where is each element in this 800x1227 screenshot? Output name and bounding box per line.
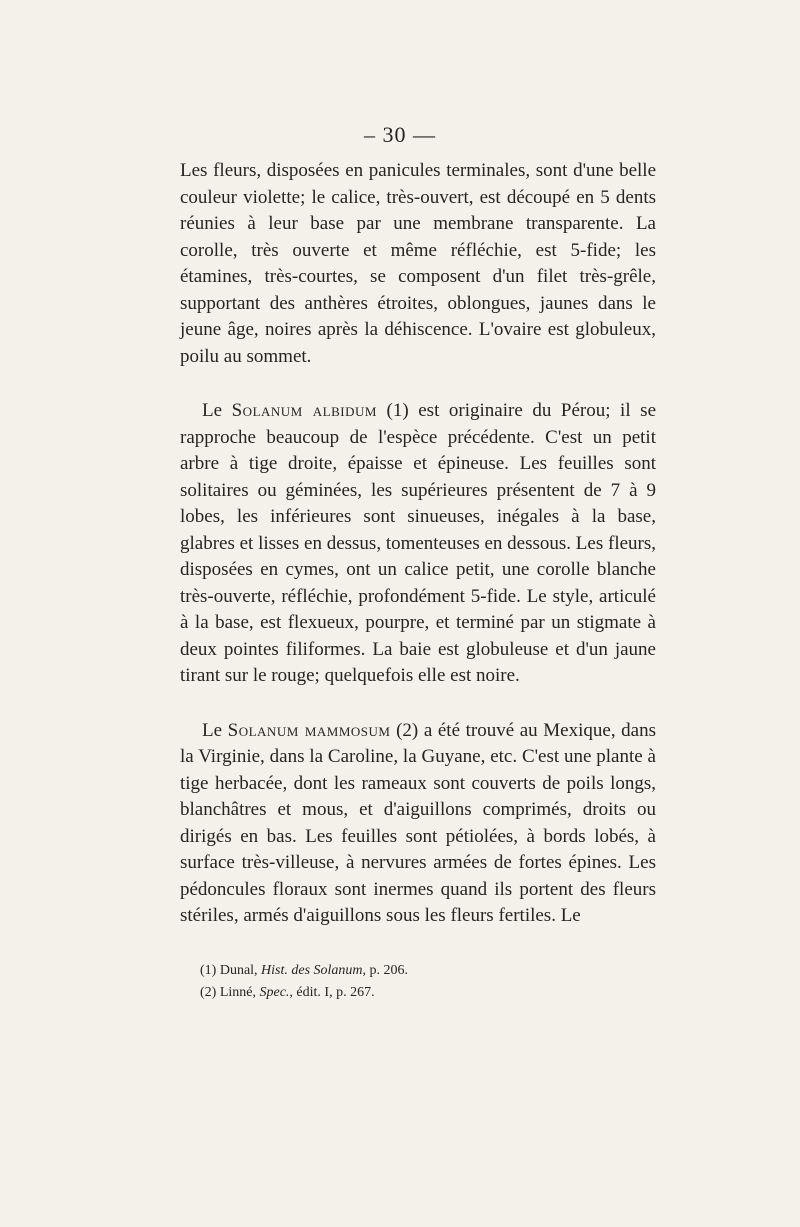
- page-number: – 30 —: [364, 122, 436, 147]
- footnote-1: [200, 960, 600, 982]
- footnote-marker: (1): [200, 963, 220, 978]
- species-name: Solanum mammosum: [227, 719, 391, 741]
- footnote-work: Spec.: [259, 985, 290, 1000]
- footnote-rest: , p. 206.: [362, 963, 409, 978]
- paragraph-prefix: Le: [202, 719, 228, 741]
- paragraph-1: [180, 158, 656, 370]
- paragraph-prefix: Le: [202, 400, 232, 421]
- footnotes: [200, 960, 600, 1004]
- footnote-rest: , édit. I, p. 267.: [289, 985, 375, 1000]
- footnote-marker: (2): [200, 985, 220, 1000]
- species-name: Solanum albidum: [231, 400, 377, 421]
- footnote-2: [200, 982, 600, 1004]
- paragraph-3: [180, 718, 656, 930]
- paragraph-2: [180, 398, 656, 690]
- footnote-work: Hist. des Solanum: [261, 963, 363, 978]
- body-text: [180, 158, 656, 930]
- footnote-author: Linné,: [219, 985, 260, 1000]
- paragraph-text: (2) a été trouvé au Mexique, dans la Virginie, dans la Caroline, la Guyane, etc. C'est une plante à tige herbacée, dont les rameaux sont couverts de poils longs, blanchâtres et mous, et d'aiguillons comprimés, droits ou dirigés en bas. Les feuilles sont pétiolées, à bords lobés, à surface très-villeuse, à nervures armées de fortes épines. Les pédoncules floraux sont inermes quand ils portent des fleurs stériles, armés d'aiguillons sous les fleurs fertiles. Le: [180, 719, 656, 926]
- paragraph-text: (1) est originaire du Pérou; il se rapproche beaucoup de l'espèce précédente. C'est un petit arbre à tige droite, épaisse et épineuse. Les feuilles sont solitaires ou géminées, les supérieures présentent de 7 à 9 lobes, les inférieures sont sinueuses, inégales à la base, glabres et lisses en dessus, tomenteuses en dessous. Les fleurs, disposées en cymes, ont un calice petit, une corolle blanche très-ouverte, réfléchie, profondément 5-fide. Le style, articulé à la base, est flexueux, pourpre, et terminé par un stigmate à deux pointes filiformes. La baie est globuleuse et d'un jaune tirant sur le rouge; quelquefois elle est noire.: [180, 400, 657, 686]
- paragraph-text: Les fleurs, disposées en panicules terminales, sont d'une belle couleur violette; le calice, très-ouvert, est découpé en 5 dents réunies à leur base par une membrane transparente. La corolle, très ouverte et même réfléchie, est 5-fide; les étamines, très-courtes, se composent d'un filet très-grêle, supportant des anthères étroites, oblongues, jaunes dans le jeune âge, noires après la déhiscence. L'ovaire est globuleux, poilu au sommet.: [180, 160, 656, 367]
- footnote-author: Dunal,: [219, 963, 262, 978]
